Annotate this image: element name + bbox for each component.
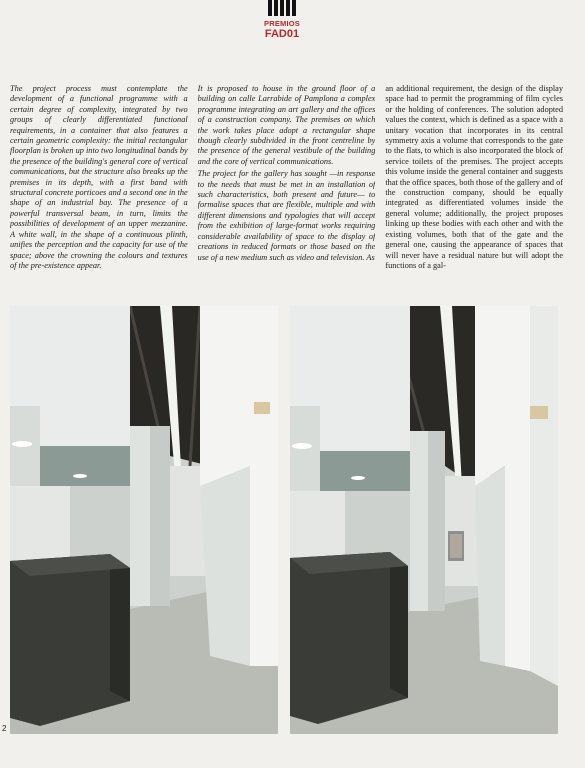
paragraph-col1: The project process must contemplate the development of a functional programme with a certain degree of complexity, integrated by two groups of clearly differentiated functional requirements, in a container that also features a certain geometric complexity: the initial rectangular floorplan is broken up into two longitudinal bands by the presence of the building's general core of vertical communications, but the structure also breaks up the premises in its depth, with a first band with structural concrete porticoes and a second one in the shape of an industrial bay. The presence of a powerful transversal beam, in turn, limits the possibilities of development of an upper mezzanine. A white wall, in the shape of a continuous plinth, unifies the perception and the capacity for use of the space; above the crowning the colours and textures of the pre-existence appear. xyxy=(10,84,188,270)
gallery-photo-left-drawing xyxy=(10,306,278,734)
text-columns xyxy=(10,84,563,302)
gallery-photo-right xyxy=(290,306,558,734)
text-column-2 xyxy=(198,84,376,302)
paragraph-col2b: The project for the gallery has sought —in response to the needs that must be met in an installation of such characteristics, both present and future— to formalise spaces that are flexible, multiple and with different dimensions and typologies that will accept from the exhibition of large-format works requiring considerable availability of space to the display of creations in reduced formats or those based on the use of a new medium such as video and television. As xyxy=(197,169,376,262)
logo-line2: FAD01 xyxy=(264,28,300,40)
gallery-photo-left xyxy=(10,306,278,734)
text-column-1 xyxy=(10,84,188,302)
logo-line1: PREMIOS xyxy=(264,19,300,28)
paragraph-col2a: It is proposed to house in the ground floor of a building on calle Larrabide of Pamplona a complex programme integrating an art gallery and the offices of a construction company. The premises on which the work takes place adopt a rectangular shape though clearly subdivided in the front centreline by the presence of the general vestibule of the building and the core of vertical communications. xyxy=(197,84,376,166)
premios-fad-logo xyxy=(262,0,302,44)
page-number: 2 xyxy=(2,724,7,733)
logo-bars-icon xyxy=(262,0,302,16)
text-column-3 xyxy=(385,84,563,302)
paragraph-col3: an additional requirement, the design of the display space had to permit the programming of film cycles or the holding of conferences. The solution adopted values the context, which is defined as a space with a unitary vocation that incorporates in its central symmetry axis a volume that corresponds to the gate to the flats, to which is also incorporated the block of service toilets of the premises. The project accepts this volume inside the general container and suggests that the office spaces, both those of the gallery and of the construction company, should be equally integrated as differentiated volumes inside the general volume; additionally, the project proposes linking up these bodies with each other and with the existing volumes, both that of the gate and the general one, causing the appearance of spaces that will never have a residual nature but will adopt the functions of a gal- xyxy=(385,84,564,270)
gallery-photo-right-drawing xyxy=(290,306,558,734)
